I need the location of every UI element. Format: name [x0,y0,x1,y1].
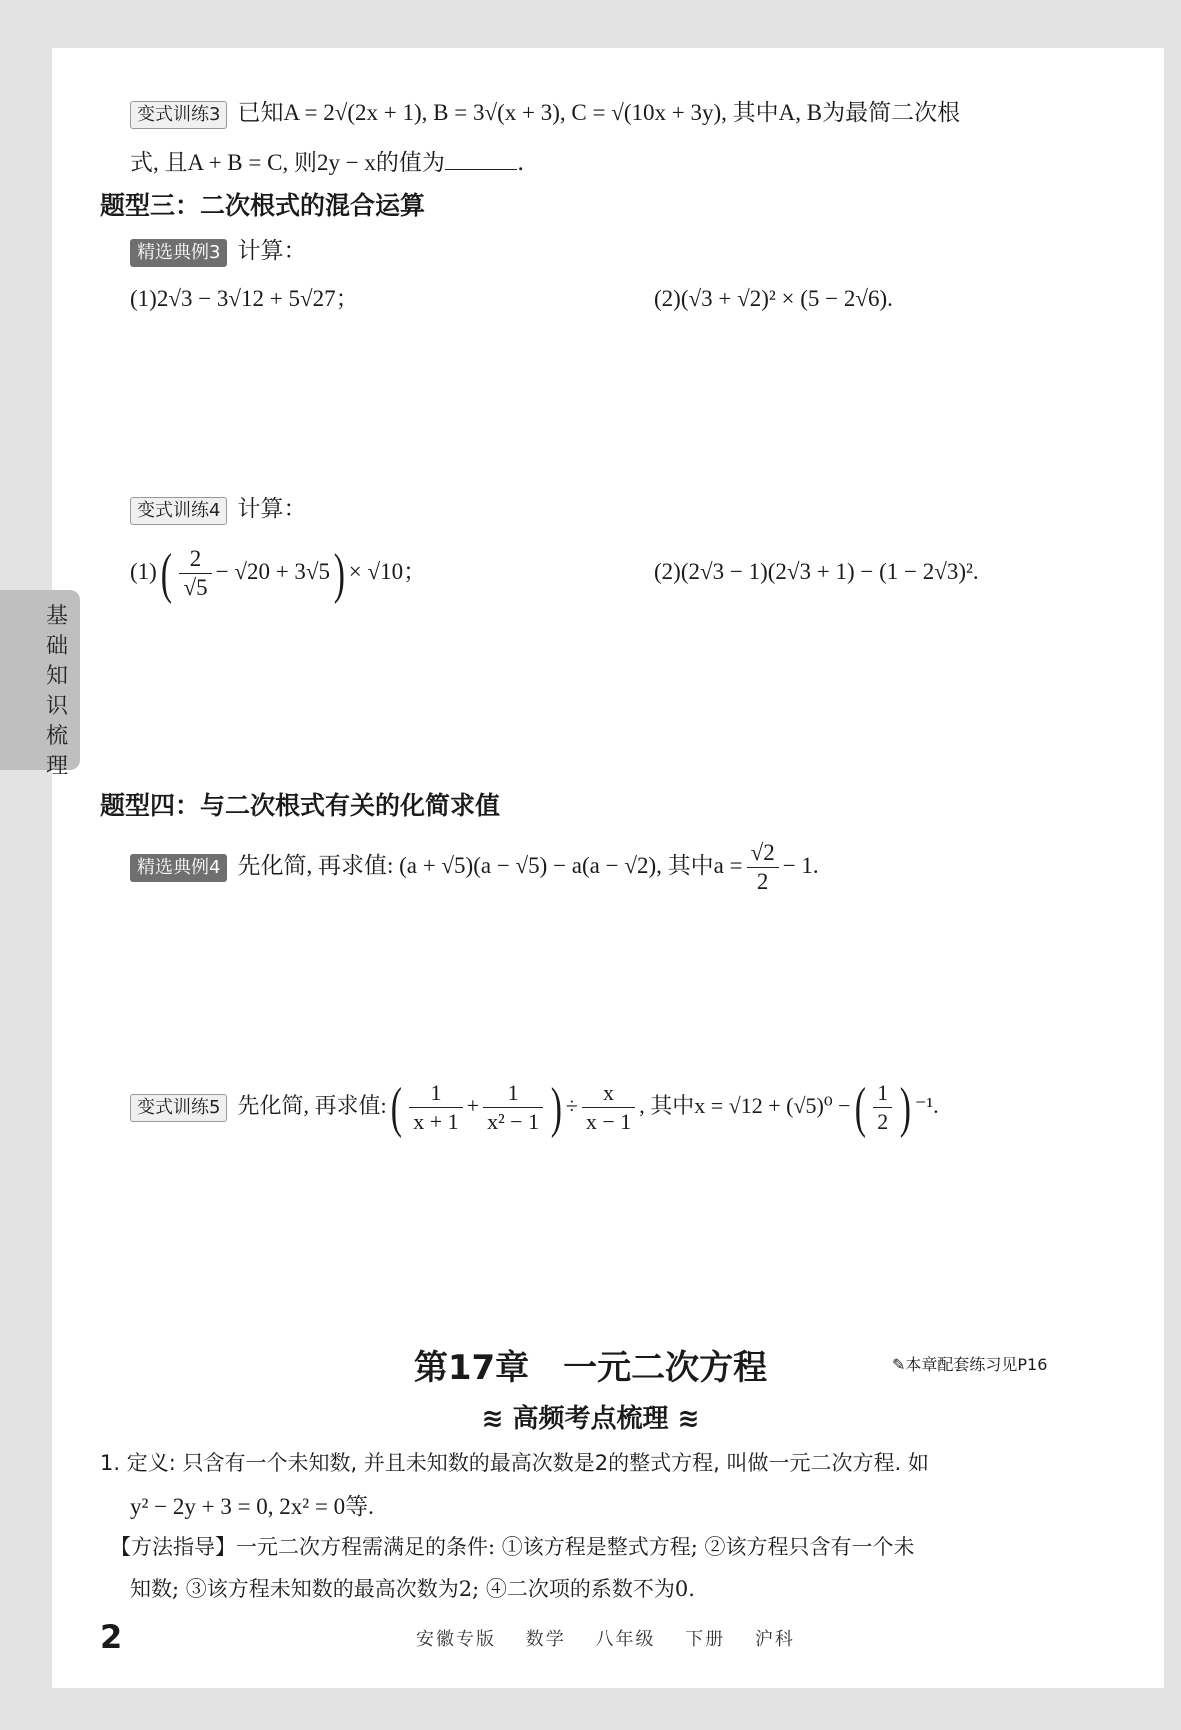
v4-p1-mid: − √20 + 3√5 [215,559,331,584]
v5-f3-den: x − 1 [585,1109,632,1135]
chapter-subtitle-text: 高频考点梳理 [512,1404,669,1434]
example-3-part2: (2)(√3 + √2)² × (5 − 2√6). [654,286,893,311]
answer-blank[interactable] [445,149,517,170]
v5-f3-num: x [582,1079,635,1108]
variant-4-part1 [130,540,426,604]
v4-frac-num: 2 [179,545,211,574]
variant-3-line1 [130,98,960,129]
ex4-end: − 1. [782,853,819,878]
v4-frac-den: √5 [183,575,208,601]
left-paren-icon: ( [854,1076,866,1139]
v5-fraction-1 [409,1079,462,1136]
v5-fraction-2 [483,1079,543,1136]
right-paren-icon: ) [899,1076,912,1139]
variant-5-line [130,1074,939,1138]
variant-4-text: 计算： [237,496,307,522]
v4-fraction [179,545,211,602]
v5-div: ÷ [565,1093,578,1118]
variant-3-text2: 式, 且A + B = C, 则2y − x的值为 [130,150,445,175]
example-3-text: 计算： [237,238,307,264]
v5-f1-den: x + 1 [413,1109,459,1135]
footer-subject: 数学 [525,1629,566,1650]
variant-3-line2 [130,148,524,178]
item-1-line4: 知数; ③该方程未知数的最高次数为2; ④二次项的系数不为0. [130,1577,695,1601]
v5-fraction-4 [873,1079,892,1136]
chapter-title: 第17章 一元二次方程 [413,1348,768,1388]
chapter-subtitle [0,1398,1181,1435]
variant-4-part2: (2)(2√3 − 1)(2√3 + 1) − (1 − 2√3)². [654,559,979,584]
footer-publisher: 沪科 [754,1629,795,1650]
chapter-ref-text: 本章配套练习见P16 [905,1355,1048,1374]
example-3-line [130,236,306,267]
v5-fraction-3 [582,1079,635,1136]
item-1-line3: 【方法指导】一元二次方程需满足的条件: ①该方程是整式方程; ②该方程只含有一个未 [110,1535,915,1559]
example-3-part1: (1)2√3 − 3√12 + 5√27； [130,286,359,311]
footer-grade: 八年级 [595,1629,656,1650]
v5-f4-den: 2 [877,1109,889,1135]
item-1-line1: 1. 定义: 只含有一个未知数, 并且未知数的最高次数是2的整式方程, 叫做一元二次方程. 如 [100,1451,929,1475]
variant-3-period: . [516,150,525,176]
chapter-ref[interactable] [892,1352,1047,1375]
footer-edition: 安徽专版 [416,1629,496,1650]
v4-p1-prefix: (1) [130,559,157,584]
pencil-icon: ✎ [892,1355,906,1374]
ex4-fraction [747,839,779,896]
left-paren-icon: ( [160,542,172,605]
wave-icon: ≋ [677,1404,700,1434]
wave-icon: ≋ [481,1404,504,1434]
example-3-tag: 精选典例3 [130,239,227,267]
footer-volume: 下册 [685,1629,726,1650]
example-4-line [130,836,819,896]
v5-plus: + [466,1093,480,1118]
variant-4-tag: 变式训练4 [130,497,227,525]
v5-f4-num: 1 [873,1079,892,1108]
item-1-line2: y² − 2y + 3 = 0, 2x² = 0等. [130,1494,374,1519]
v4-p1-end: × √10； [348,559,427,584]
section-3-title: 题型三：二次根式的混合运算 [100,191,426,220]
v5-f2-num: 1 [483,1079,543,1108]
v5-f1-num: 1 [409,1079,462,1108]
v5-f2-den: x² − 1 [487,1109,540,1135]
variant-5-text: 先化简, 再求值: [237,1093,387,1118]
variant-3-text: 已知A = 2√(2x + 1), B = 3√(x + 3), C = √(10x + 3y), 其中A, B为最简二次根 [237,100,961,125]
page-number: 2 [100,1618,123,1656]
side-tab[interactable] [0,590,80,779]
ex4-frac-num: √2 [747,839,779,868]
example-4-text: 先化简, 再求值: (a + √5)(a − √5) − a(a − √2), 其中a = [237,853,743,878]
right-paren-icon: ) [333,542,345,605]
variant-5-tag: 变式训练5 [130,1094,227,1122]
ex4-frac-den: 2 [756,869,769,895]
v5-end: ⁻¹. [914,1093,939,1118]
v5-mid: , 其中x = √12 + (√5)⁰ − [639,1093,851,1118]
side-tab-label: 基础知识梳理 [45,604,68,779]
example-4-tag: 精选典例4 [130,854,227,882]
left-paren-icon: ( [390,1076,402,1139]
right-paren-icon: ) [550,1076,563,1139]
variant-4-line [130,494,306,525]
variant-3-tag: 变式训练3 [130,101,227,129]
footer-info [416,1625,817,1651]
section-4-title: 题型四：与二次根式有关的化简求值 [100,791,501,820]
